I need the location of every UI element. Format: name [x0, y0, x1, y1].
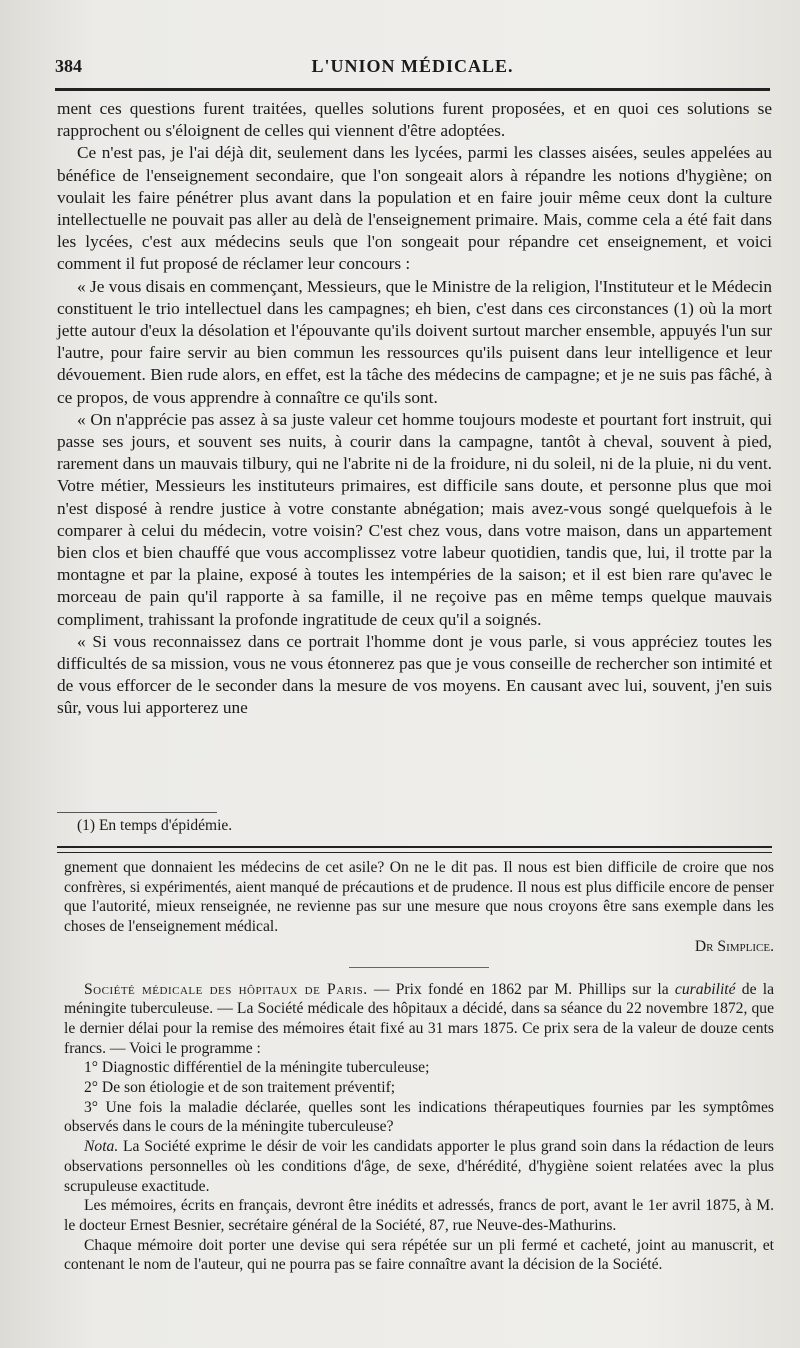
footnote-rule: [57, 812, 217, 813]
header-rule: [55, 88, 770, 91]
curabilite-term: curabilité: [674, 980, 736, 998]
section-double-rule: [57, 846, 772, 853]
society-name: Société médicale des hôpitaux de Paris.: [84, 980, 368, 998]
paragraph: « On n'apprécie pas assez à sa juste valeur cet homme toujours modeste et pourtant fort instruit, qui passe ses jours, et souvent ses nuits, à courir dans la campagne, tantôt à cheval, souvent à pied, rarement dans un mauvais tilbury, qui ne l'abrite ni de la froidure, ni du soleil, ni de la pluie, ni du vent. Votre métier, Messieurs les instituteurs primaires, est difficile sans doute, et personne plus que moi n'est disposé à rendre justice à votre constante abnégation; mais avez-vous songé quelquefois à le comparer à celui du médecin, votre voisin? C'est chez vous, dans votre maison, dans un appartement bien clos et bien chauffé que vous accomplissez votre labeur quotidien, tandis que, lui, il trotte par la montagne et par la plaine, exposé à toutes les intempéries de la saison; et il est bien rare qu'avec le morceau de pain qu'il rapporte à sa famille, il ne reçoive pas en même temps quelque mauvais compliment, trahissant la profonde ingratitude de ceux qu'il a soignés.: [57, 409, 772, 629]
society-intro: — Prix fondé en 1862 par M. Phillips sur la: [367, 980, 675, 998]
program-item: 1° Diagnostic différentiel de la méningite tuberculeuse;: [84, 1059, 430, 1077]
second-column-text: [64, 858, 774, 1275]
nota-paragraph: [64, 1137, 774, 1196]
devise-paragraph: Chaque mémoire doit porter une devise qui sera répétée sur un pli fermé et cacheté, joint au manuscrit, et contenant le nom de l'auteur, qui ne pourra pas se faire connaître avant la décision de la Société.: [64, 1236, 774, 1274]
nota-label: Nota.: [84, 1138, 119, 1156]
page-header: [55, 56, 770, 86]
page-number: 384: [55, 56, 82, 76]
society-intro-rest: de la méningite tuberculeuse. — La Société médicale des hôpitaux a décidé, dans sa séance du 22 novembre 1872, que le dernier délai pour la remise des mémoires était fixé au 31 mars 1875. Ce prix sera de la valeur de douze cents francs. — Voici le programme :: [64, 980, 774, 1057]
paragraph: ment ces questions furent traitées, quelles solutions furent proposées, et en quoi ces solutions se rapprochent ou s'éloignent de celles qui viennent d'être adoptées.: [57, 99, 772, 141]
program-item: 2° De son étiologie et de son traitement préventif;: [84, 1079, 396, 1097]
paragraph: « Je vous disais en commençant, Messieurs, que le Ministre de la religion, l'Instituteur et le Médecin constituent le trio intellectuel dans les campagnes; eh bien, c'est dans ces circonstances (1) où la mort jette autour d'eux la désolation et l'épouvante qu'ils doivent surtout marcher ensemble, appuyés l'un sur l'autre, pour faire servir au bien commun les ressources qu'ils puisent dans leur intelligence et leur dévouement. Bien rude alors, en effet, est la tâche des médecins de campagne; et je ne suis pas fâché, à ce propos, de vous apprendre à connaître ce qu'ils sont.: [57, 276, 772, 407]
paragraph: Ce n'est pas, je l'ai déjà dit, seulement dans les lycées, parmi les classes aisées, seules appelées au bénéfice de l'enseignement secondaire, que l'on songeait alors à répandre les notions d'hygiène; on voulait les faire pénétrer plus avant dans la population et en faire jouir même ceux dont la culture intellectuelle ne pouvait pas aller au delà de l'enseignement primaire. Mais, comme cela a été fait dans les lycées, c'est aux médecins seuls que l'on songeait pour répandre cet enseignement, et voici comment il fut proposé de réclamer leur concours :: [57, 143, 772, 274]
program-item: 3° Une fois la maladie déclarée, quelles sont les indications thérapeutiques fournies par les symptômes observés dans le cours de la méningite tuberculeuse?: [64, 1098, 774, 1136]
society-notice: [64, 980, 774, 1059]
main-text: [57, 98, 772, 720]
footnote: (1) En temps d'épidémie.: [77, 817, 233, 834]
running-title: L'UNION MÉDICALE.: [311, 56, 514, 76]
paragraph: « Si vous reconnaissez dans ce portrait l'homme dont je vous parle, si vous appréciez toutes les difficultés de sa mission, vous ne vous étonnerez pas que je vous conseille de rechercher son intimité et de vous efforcer de le seconder dans la mesure de vos moyens. En causant avec lui, souvent, j'en suis sûr, vous lui apporterez une: [57, 631, 772, 718]
memoirs-paragraph: Les mémoires, écrits en français, devront être inédits et adressés, francs de port, avant le 1er avril 1875, à M. le docteur Ernest Besnier, secrétaire général de la Société, 87, rue Neuve-des-Mathurins.: [64, 1197, 774, 1234]
nota-text: La Société exprime le désir de voir les candidats apporter le plus grand soin dans la rédaction de leurs observations personnelles où les conditions d'âge, de sexe, d'hérédité, d'hygiène soient relatées avec la plus scrupuleuse exactitude.: [64, 1138, 774, 1195]
paragraph: gnement que donnaient les médecins de cet asile? On ne le dit pas. Il nous est bien difficile de croire que nos confrères, si expérimentés, aient manqué de précautions et de prudence. Il nous est plus difficile encore de penser que l'autorité, mieux renseignée, ne revienne pas sur une mesure que nous croyons être sans exemple dans les choses de l'enseignement médical.: [64, 859, 774, 936]
signature: Dr Simplice.: [694, 937, 774, 955]
separator-rule: [349, 967, 489, 968]
